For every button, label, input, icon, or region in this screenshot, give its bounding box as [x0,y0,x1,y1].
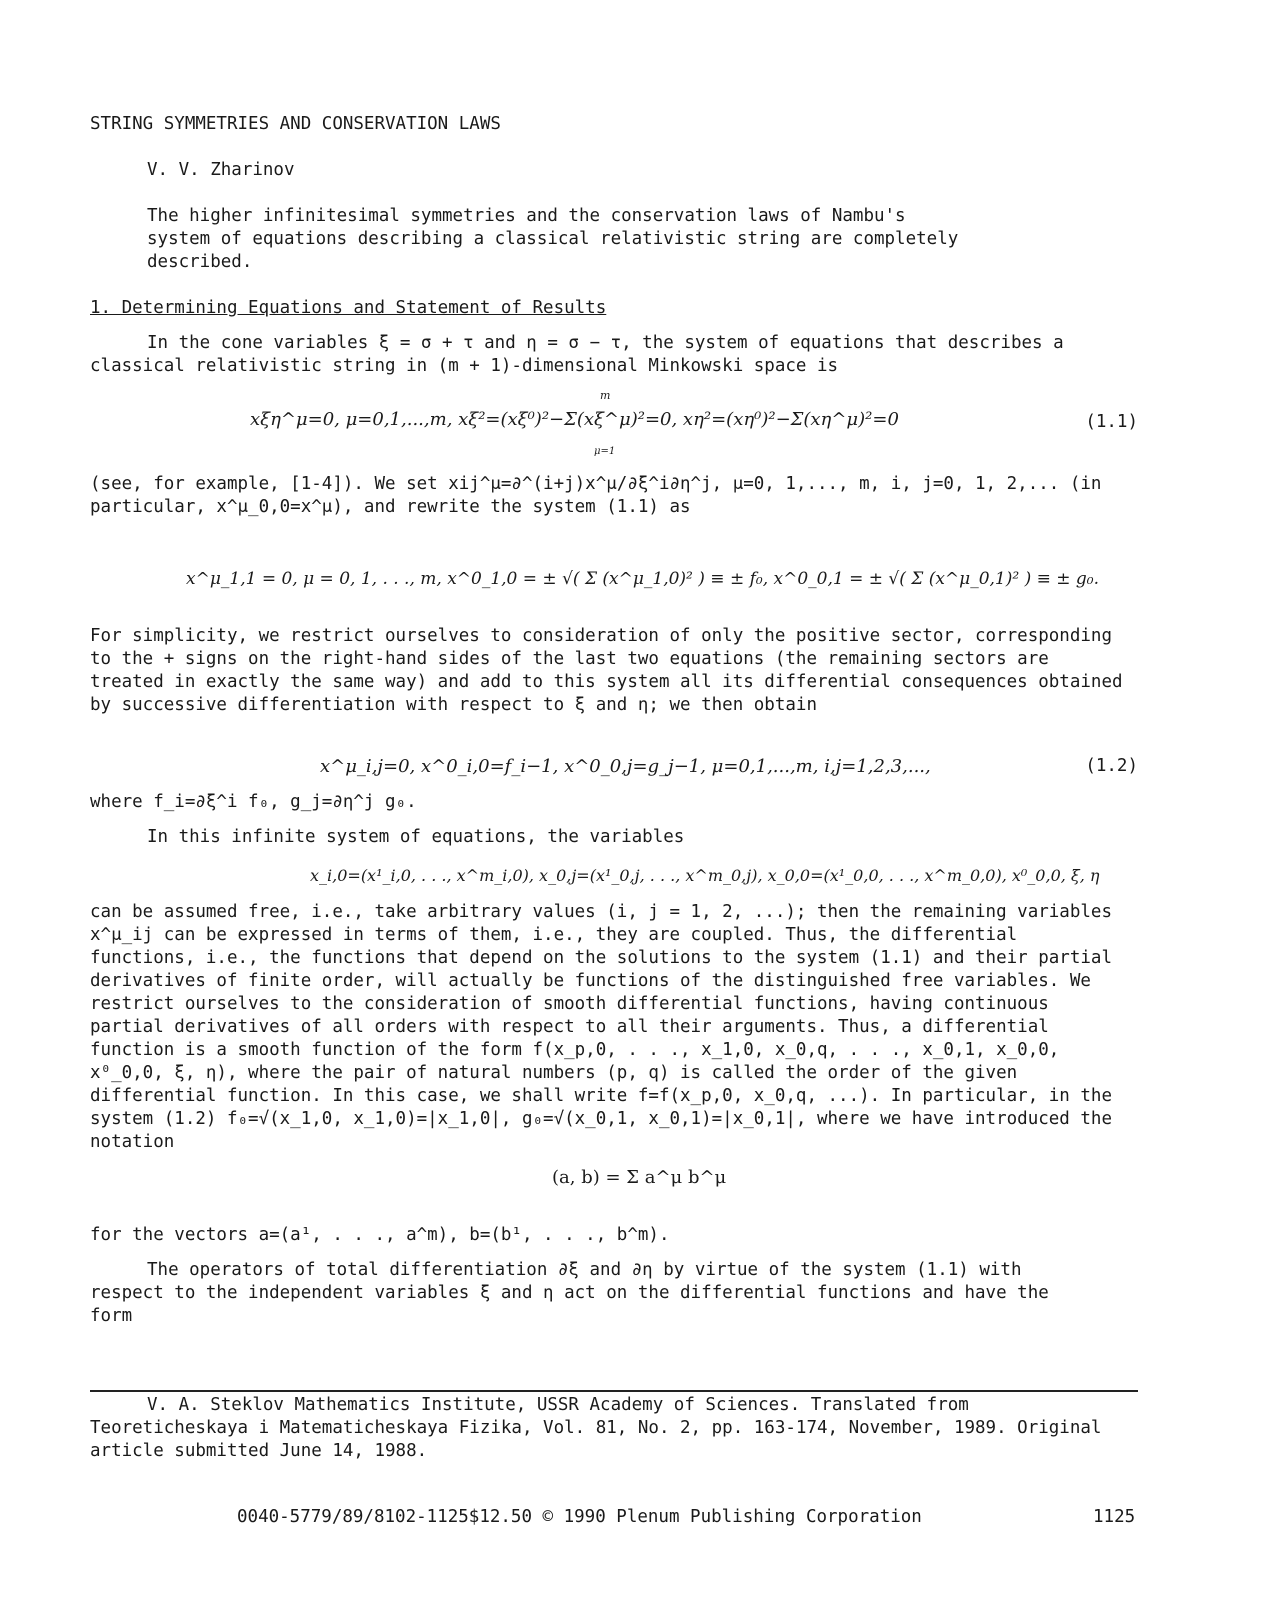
equation-1-1-sum-lower [594,440,615,463]
footnote-rule [90,1390,1138,1392]
equation-1-1-body: xξη^μ=0, μ=0,1,...,m, xξ²=(xξ⁰)²−Σ(xξ^μ)²=0, xη²=(xη⁰)²−Σ(xη^μ)²=0 [250,409,899,430]
copyright-line: 0040-5779/89/8102-1125$12.50 © 1990 Plenum Publishing Corporation [237,1507,922,1527]
paragraph-7: The operators of total differentiation ∂ξ and ∂η by virtue of the system (1.1) with respect to the independent variables ξ and η act on the differential functions and have the form [90,1260,1049,1326]
footnote: V. A. Steklov Mathematics Institute, USSR Academy of Sciences. Translated from Teoreticheskaya i Matematicheskaya Fizika, Vol. 81, No. 2, pp. 163-174, November, 1989. Original article submitted June 14, 1988. [90,1395,1102,1461]
paragraph-2: (see, for example, [1-4]). We set xij^μ=∂^(i+j)x^μ/∂ξ^i∂η^j, μ=0, 1,..., m, i, j=0, 1, 2,... (in particular, x^μ_0,0=x^μ), and rewrite the system (1.1) as [90,474,1102,517]
where-line: where f_i=∂ξ^i f₀, g_j=∂η^j g₀. [90,792,417,812]
paragraph-3: For simplicity, we restrict ourselves to consideration of only the positive sector, corresponding to the + signs on the right-hand sides of the last two equations (the remaining sectors are treated in exactly the same way) and add to this system all its differential consequences obtained by successive differentiation with respect to ξ and η; we then obtain [90,626,1123,715]
paragraph-1: In the cone variables ξ = σ + τ and η = σ − τ, the system of equations that describes a classical relativistic string in (m + 1)-dimensional Minkowski space is [90,333,1064,376]
equation-1-2-number: (1.2) [1085,756,1138,776]
paragraph-5: can be assumed free, i.e., take arbitrary values (i, j = 1, 2, ...); then the remaining variables x^μ_ij can be expressed in terms of them, i.e., they are coupled. Thus, the differential functions, i.e., the functions that depend on the solutions to the system (1.1) and their partial derivatives of finite order, will actually be functions of the distinguished free variables. We restrict ourselves to the consideration of smooth differential functions, having continuous partial derivatives of all orders with respect to all their arguments. Thus, a differential function is a smooth function of the form f(x_p,0, . . ., x_1,0, x_0,q, . . ., x_0,1, x_0,0, x⁰_0,0, ξ, η), where the pair of natural numbers (p, q) is called the order of the given differential function. In this case, we shall write f=f(x_p,0, x_0,q, ...). In particular, in the system (1.2) f₀=√(x_1,0, x_1,0)=|x_1,0|, g₀=√(x_0,1, x_0,1)=|x_0,1|, where we have introduced the notation [90,902,1112,1152]
notation-equation: (a, b) = Σ a^μ b^μ [552,1167,727,1188]
sum-lower-label: μ=1 [594,446,616,457]
equation-1-1-number: (1.1) [1085,412,1138,432]
page-number: 1125 [1093,1507,1136,1527]
sum-upper-label: m [600,389,611,402]
paragraph-4: In this infinite system of equations, the variables [147,827,685,847]
article-title: STRING SYMMETRIES AND CONSERVATION LAWS [90,114,501,134]
equation-1-1-sum-limits [600,384,610,407]
author: V. V. Zharinov [147,160,295,180]
free-variables: x_i,0=(x¹_i,0, . . ., x^m_i,0), x_0,j=(x¹_0,j, . . ., x^m_0,j), x_0,0=(x¹_0,0, . . ., x^m_0,0), x⁰_0,0, ξ, η [310,866,1100,885]
equation-1-1 [250,408,899,431]
abstract: The higher infinitesimal symmetries and the conservation laws of Nambu's system of equations describing a classical relativistic string are completely described. [147,206,959,272]
equation-sectors: x^μ_1,1 = 0, μ = 0, 1, . . ., m, x^0_1,0 = ± √( Σ (x^μ_1,0)² ) ≡ ± f₀, x^0_0,1 = ± √( Σ (x^μ_0,1)² ) ≡ ± g₀. [186,569,1100,589]
section-heading: 1. Determining Equations and Statement of Results [90,298,607,318]
paragraph-6: for the vectors a=(a¹, . . ., a^m), b=(b¹, . . ., b^m). [90,1225,670,1245]
equation-1-2: x^μ_i,j=0, x^0_i,0=f_i−1, x^0_0,j=g_j−1, μ=0,1,...,m, i,j=1,2,3,..., [320,756,931,777]
